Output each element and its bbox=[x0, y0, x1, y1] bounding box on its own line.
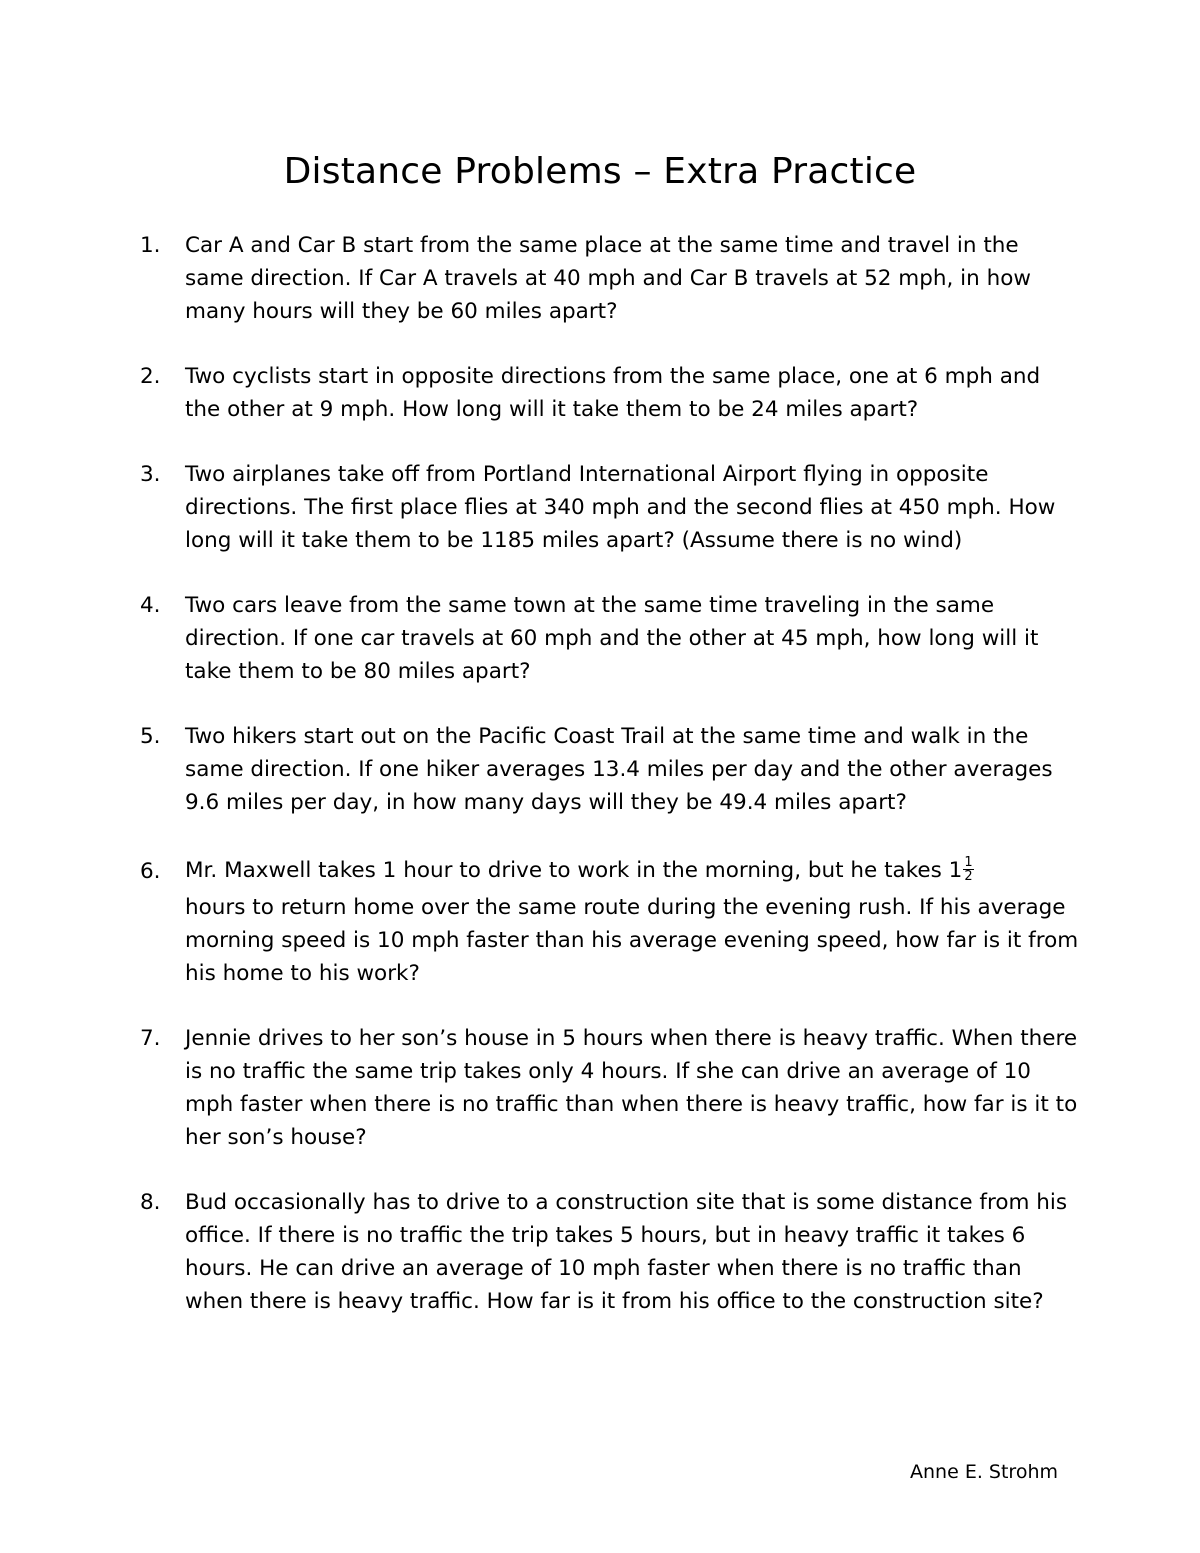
problem-text: Two hikers start out on the Pacific Coast Trail at the same time and walk in the same direction. If one hiker averages 13.4 miles per day and the other averages 9.6 miles per day, in how many days will they be 49.4 miles apart? bbox=[185, 724, 1053, 815]
fraction-denominator: 2 bbox=[964, 868, 973, 884]
problem-text-first-line bbox=[185, 851, 1080, 891]
problem-text: Bud occasionally has to drive to a construction site that is some distance from his office. If there is no traffic the trip takes 5 hours, but in heavy traffic it takes 6 hours. He can drive an average of 10 mph faster when there is no traffic than when there is heavy traffic. How far is it from his office to the construction site? bbox=[185, 1190, 1068, 1314]
problem-number: 4. bbox=[140, 593, 161, 618]
problem-number: 3. bbox=[140, 462, 161, 487]
problem-7 bbox=[140, 1022, 1080, 1154]
problem-text-before: Mr. Maxwell takes 1 hour to drive to work in the morning, but he takes 1 bbox=[185, 858, 963, 883]
problem-number: 8. bbox=[140, 1190, 161, 1215]
problem-number: 7. bbox=[140, 1026, 161, 1051]
problem-number: 1. bbox=[140, 233, 161, 258]
problem-number: 5. bbox=[140, 724, 161, 749]
problem-list bbox=[140, 229, 1080, 1350]
problem-text-after: hours to return home over the same route during the evening rush. If his average morning speed is 10 mph faster than his average evening speed, how far is it from his home to his work? bbox=[185, 895, 1079, 986]
problem-text: Two cyclists start in opposite directions from the same place, one at 6 mph and the other at 9 mph. How long will it take them to be 24 miles apart? bbox=[185, 364, 1041, 422]
problem-text: Two airplanes take off from Portland International Airport flying in opposite directions. The first place flies at 340 mph and the second flies at 450 mph. How long will it take them to be 1185 miles apart? (Assume there is no wind) bbox=[185, 462, 1056, 553]
problem-8 bbox=[140, 1186, 1080, 1318]
one-half-fraction bbox=[963, 856, 973, 883]
problem-text: Two cars leave from the same town at the same time traveling in the same direction. If one car travels at 60 mph and the other at 45 mph, how long will it take them to be 80 miles apart? bbox=[185, 593, 1039, 684]
problem-text: Jennie drives to her son’s house in 5 hours when there is heavy traffic. When there is no traffic the same trip takes only 4 hours. If she can drive an average of 10 mph faster when there is no traffic than when there is heavy traffic, how far is it to her son’s house? bbox=[185, 1026, 1078, 1150]
problem-number: 6. bbox=[140, 859, 161, 884]
problem-5 bbox=[140, 720, 1080, 819]
problem-2 bbox=[140, 360, 1080, 426]
problem-6 bbox=[140, 851, 1080, 990]
problem-number: 2. bbox=[140, 364, 161, 389]
fraction-numerator: 1 bbox=[964, 854, 973, 870]
author-name: Anne E. Strohm bbox=[910, 1461, 1058, 1483]
page-title: Distance Problems – Extra Practice bbox=[283, 151, 917, 192]
problem-1 bbox=[140, 229, 1080, 328]
problem-text: Car A and Car B start from the same place at the same time and travel in the same direction. If Car A travels at 40 mph and Car B travels at 52 mph, in how many hours will they be 60 miles apart? bbox=[185, 233, 1031, 324]
problem-4 bbox=[140, 589, 1080, 688]
problem-3 bbox=[140, 458, 1080, 557]
